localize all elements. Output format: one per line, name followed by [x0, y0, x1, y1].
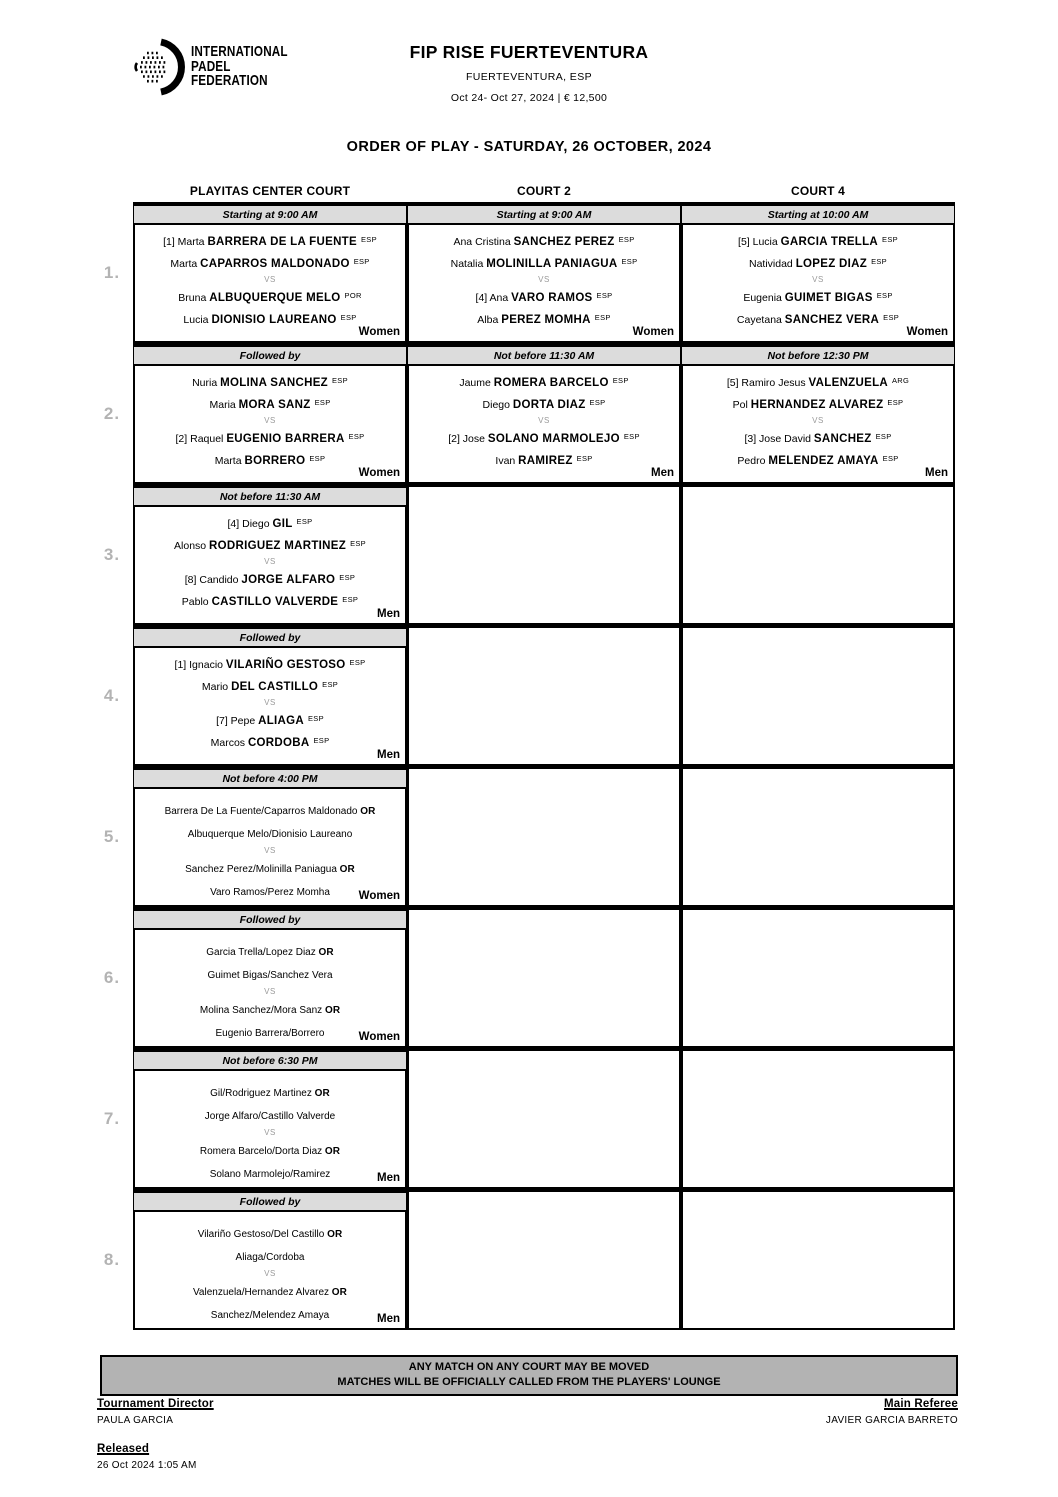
player-first-name: Ivan — [495, 455, 519, 467]
federation-name — [191, 45, 288, 89]
player-first-name: [5] Ramiro Jesus — [726, 377, 809, 389]
player-first-name: [1] Ignacio — [174, 659, 226, 671]
country-code: POR — [344, 291, 362, 300]
cell-time-header: Starting at 10:00 AM — [681, 202, 955, 224]
schedule-rows — [97, 202, 958, 1330]
court-headers — [97, 184, 958, 202]
match-cell — [133, 766, 407, 907]
match-box — [407, 365, 681, 484]
player-line — [135, 654, 405, 676]
country-code: ESP — [576, 454, 593, 463]
row-number: 2. — [103, 403, 121, 423]
gender-label: Women — [358, 1031, 400, 1043]
match-cell — [133, 1189, 407, 1330]
player-last-name: PEREZ MOMHA — [501, 314, 591, 326]
player-line — [135, 253, 405, 275]
player-last-name: JORGE ALFARO — [241, 574, 336, 586]
player-last-name: MORA SANZ — [238, 399, 311, 411]
player-first-name: Jaume — [459, 377, 494, 389]
cell-time-header: Not before 11:30 AM — [133, 484, 407, 506]
court-header-court-2: COURT 2 — [516, 184, 572, 198]
player-first-name: Barrera De La Fuente/Caparros Maldonado — [164, 806, 361, 817]
country-code: ESP — [340, 313, 357, 322]
player-first-name: [2] Jose — [448, 433, 488, 445]
player-first-name: Diego — [482, 399, 513, 411]
player-last-name: MOLINILLA PANIAGUA — [486, 258, 618, 270]
empty-cell — [681, 766, 955, 907]
country-code: ESP — [871, 257, 887, 266]
player-first-name: Gil/Rodriguez Martinez — [210, 1088, 315, 1099]
player-last-name: LOPEZ DIAZ — [795, 258, 868, 270]
player-first-name: [4] Ana — [475, 292, 512, 304]
player-first-name: [2] Raquel — [175, 433, 227, 445]
player-last-name: VILARIÑO GESTOSO — [225, 659, 346, 671]
player-first-name: Pedro — [737, 455, 769, 467]
vs-label: VS — [812, 416, 824, 425]
empty-cell — [407, 1048, 681, 1189]
released-block — [97, 1443, 958, 1471]
player-line — [683, 450, 953, 472]
player-last-name: CAPARROS MALDONADO — [200, 258, 350, 270]
player-line — [683, 394, 953, 416]
cell-time-header: Followed by — [133, 1189, 407, 1211]
row-number: 8. — [103, 1249, 121, 1269]
player-last-name: MOLINA SANCHEZ — [220, 377, 328, 389]
player-first-name: Lucia — [183, 314, 212, 326]
vs-label: VS — [264, 1128, 276, 1137]
player-last-name: OR — [360, 806, 376, 817]
player-line — [135, 1105, 405, 1128]
player-line — [135, 1246, 405, 1269]
gender-label: Women — [906, 326, 948, 338]
player-first-name: Bruna — [178, 292, 210, 304]
player-last-name: SANCHEZ — [813, 433, 872, 445]
player-first-name: Cayetana — [736, 314, 785, 326]
player-line — [409, 372, 679, 394]
match-box — [133, 1211, 407, 1330]
gender-label: Men — [377, 749, 400, 761]
player-first-name: Alba — [477, 314, 502, 326]
country-code: ESP — [309, 454, 326, 463]
match-box — [681, 224, 955, 343]
player-last-name: EUGENIO BARRERA — [226, 433, 345, 445]
released-datetime: 26 Oct 2024 1:05 AM — [97, 1460, 197, 1471]
player-last-name: DEL CASTILLO — [231, 681, 319, 693]
event-title: FIP RISE FUERTEVENTURA — [409, 42, 649, 62]
logo-line-2: PADEL — [191, 57, 231, 75]
vs-label: VS — [264, 698, 276, 707]
empty-cell — [407, 484, 681, 625]
country-code: ESP — [875, 432, 892, 441]
player-last-name: SOLANO MARMOLEJO — [487, 433, 620, 445]
country-code: ESP — [332, 376, 348, 385]
player-last-name: VALENZUELA — [808, 377, 888, 389]
tournament-director-label: Tournament Director — [97, 1398, 214, 1410]
country-code: ESP — [342, 595, 359, 604]
player-line — [135, 1223, 405, 1246]
notice-banner — [100, 1355, 958, 1396]
player-line — [683, 253, 953, 275]
country-code: ESP — [596, 291, 613, 300]
player-last-name: GUIMET BIGAS — [784, 292, 873, 304]
country-code: ESP — [589, 398, 606, 407]
player-line — [409, 231, 679, 253]
player-line — [135, 964, 405, 987]
empty-cell — [681, 484, 955, 625]
match-cell — [407, 202, 681, 343]
schedule-row — [97, 484, 958, 625]
empty-court-slot — [407, 1048, 681, 1189]
match-box — [681, 365, 955, 484]
vs-label: VS — [812, 275, 824, 284]
country-code: ESP — [621, 257, 638, 266]
match-box — [133, 365, 407, 484]
cell-time-header: Not before 12:30 PM — [681, 343, 955, 365]
player-first-name: Marcos — [210, 737, 248, 749]
country-code: ESP — [612, 376, 629, 385]
gender-label: Men — [377, 1313, 400, 1325]
schedule-row — [97, 343, 958, 484]
empty-court-slot — [407, 625, 681, 766]
player-line — [409, 287, 679, 309]
player-first-name: Natividad — [749, 258, 796, 270]
player-first-name: [8] Candido — [184, 574, 242, 586]
tournament-director-name: PAULA GARCIA — [97, 1415, 174, 1426]
country-code: ESP — [887, 398, 904, 407]
player-first-name: Marta — [214, 455, 245, 467]
player-last-name: DIONISIO LAUREANO — [211, 314, 337, 326]
country-code: ARG — [892, 376, 910, 385]
player-line — [135, 569, 405, 591]
player-last-name: CASTILLO VALVERDE — [211, 596, 339, 608]
match-box — [133, 224, 407, 343]
player-line — [135, 231, 405, 253]
cell-time-header: Starting at 9:00 AM — [407, 202, 681, 224]
player-last-name: DORTA DIAZ — [512, 399, 586, 411]
player-last-name: OR — [318, 947, 334, 958]
court-header-center-court: PLAYITAS CENTER COURT — [189, 184, 351, 198]
player-line — [135, 1082, 405, 1105]
player-first-name: Solano Marmolejo/Ramirez — [209, 1169, 331, 1180]
match-cell — [133, 907, 407, 1048]
order-of-play-title: ORDER OF PLAY - SATURDAY, 26 OCTOBER, 2024 — [346, 139, 712, 155]
player-line — [135, 858, 405, 881]
empty-court-slot — [681, 766, 955, 907]
match-box — [133, 647, 407, 766]
row-number: 1. — [103, 262, 121, 282]
empty-court-slot — [407, 766, 681, 907]
player-line — [683, 428, 953, 450]
country-code: ESP — [618, 235, 635, 244]
empty-cell — [681, 625, 955, 766]
cell-time-header: Followed by — [133, 907, 407, 929]
empty-court-slot — [407, 1189, 681, 1330]
player-line — [135, 999, 405, 1022]
country-code: ESP — [623, 432, 640, 441]
player-line — [135, 1163, 405, 1186]
match-cell — [133, 484, 407, 625]
player-last-name: OR — [339, 864, 355, 875]
logo-line-1: INTERNATIONAL — [191, 43, 288, 61]
player-line — [135, 428, 405, 450]
player-first-name: [1] Marta — [163, 236, 208, 248]
logo-line-3: FEDERATION — [191, 72, 268, 90]
empty-court-slot — [681, 1189, 955, 1330]
player-line — [135, 287, 405, 309]
empty-cell — [681, 1048, 955, 1189]
gender-label: Men — [651, 467, 674, 479]
player-last-name: OR — [314, 1088, 330, 1099]
player-first-name: Valenzuela/Hernandez Alvarez — [193, 1287, 332, 1298]
player-first-name: Romera Barcelo/Dorta Diaz — [199, 1146, 325, 1157]
player-line — [135, 676, 405, 698]
player-last-name: OR — [331, 1287, 347, 1298]
gutter — [97, 184, 133, 202]
empty-cell — [681, 907, 955, 1048]
player-line — [135, 513, 405, 535]
player-last-name: RAMIREZ — [518, 455, 573, 467]
player-line — [683, 231, 953, 253]
player-line — [409, 450, 679, 472]
match-cell — [681, 343, 955, 484]
player-first-name: Eugenio Barrera/Borrero — [215, 1028, 325, 1039]
gender-label: Women — [358, 326, 400, 338]
vs-label: VS — [264, 1269, 276, 1278]
player-line — [135, 823, 405, 846]
vs-label: VS — [264, 275, 276, 284]
event-location: FUERTEVENTURA, ESP — [465, 71, 593, 83]
country-code: ESP — [882, 454, 899, 463]
empty-cell — [407, 907, 681, 1048]
match-box — [133, 506, 407, 625]
gender-label: Women — [358, 467, 400, 479]
country-code: ESP — [296, 517, 313, 526]
empty-court-slot — [407, 907, 681, 1048]
match-cell — [681, 202, 955, 343]
player-first-name: Mario — [201, 681, 232, 693]
empty-cell — [407, 625, 681, 766]
country-code: ESP — [348, 432, 365, 441]
player-first-name: Alonso — [174, 540, 210, 552]
vs-label: VS — [538, 275, 550, 284]
released-label: Released — [97, 1443, 150, 1455]
match-box — [133, 929, 407, 1048]
player-line — [135, 710, 405, 732]
player-line — [135, 535, 405, 557]
player-last-name: BARRERA DE LA FUENTE — [207, 236, 357, 248]
notice-line-2: MATCHES WILL BE OFFICIALLY CALLED FROM THE PLAYERS' LOUNGE — [337, 1376, 721, 1388]
cell-time-header: Followed by — [133, 343, 407, 365]
country-code: ESP — [350, 539, 366, 548]
player-first-name: Guimet Bigas/Sanchez Vera — [207, 970, 333, 981]
country-code: ESP — [882, 235, 898, 244]
country-code: ESP — [314, 398, 331, 407]
player-first-name: [4] Diego — [227, 518, 273, 530]
match-cell — [133, 202, 407, 343]
padel-racket-icon — [133, 38, 185, 96]
schedule-table — [97, 184, 958, 1330]
schedule-row — [97, 1048, 958, 1189]
row-number: 5. — [103, 826, 121, 846]
cell-time-header: Starting at 9:00 AM — [133, 202, 407, 224]
empty-court-slot — [681, 484, 955, 625]
player-first-name: [7] Pepe — [216, 715, 259, 727]
document-footer — [97, 1398, 958, 1471]
player-line — [135, 1281, 405, 1304]
schedule-row — [97, 766, 958, 907]
player-first-name: Ana Cristina — [453, 236, 514, 248]
cell-time-header: Followed by — [133, 625, 407, 647]
main-referee-name: JAVIER GARCIA BARRETO — [825, 1415, 958, 1426]
player-last-name: SANCHEZ PEREZ — [513, 236, 615, 248]
player-last-name: OR — [324, 1146, 341, 1157]
vs-label: VS — [538, 416, 550, 425]
player-last-name: ALBUQUERQUE MELO — [209, 292, 341, 304]
cell-time-header: Not before 6:30 PM — [133, 1048, 407, 1070]
player-last-name: CORDOBA — [247, 737, 310, 749]
player-line — [135, 1140, 405, 1163]
player-line — [135, 941, 405, 964]
row-number: 7. — [103, 1108, 121, 1128]
country-code: ESP — [883, 313, 900, 322]
gender-label: Men — [925, 467, 948, 479]
cell-time-header: Not before 11:30 AM — [407, 343, 681, 365]
player-first-name: Albuquerque Melo/Dionisio Laureano — [187, 829, 353, 840]
player-line — [135, 732, 405, 754]
country-code: ESP — [353, 257, 370, 266]
match-box — [133, 1070, 407, 1189]
country-code: ESP — [360, 235, 377, 244]
federation-logo — [133, 38, 315, 96]
player-last-name: GIL — [272, 518, 293, 530]
player-line — [409, 394, 679, 416]
row-number: 4. — [103, 685, 121, 705]
row-number: 3. — [103, 544, 121, 564]
country-code: ESP — [322, 680, 339, 689]
player-last-name: MELENDEZ AMAYA — [768, 455, 879, 467]
player-line — [135, 591, 405, 613]
vs-label: VS — [264, 416, 276, 425]
country-code: ESP — [313, 736, 330, 745]
match-box — [133, 788, 407, 907]
player-first-name: [3] Jose David — [744, 433, 814, 445]
player-first-name: Garcia Trella/Lopez Diaz — [206, 947, 319, 958]
player-last-name: BORRERO — [244, 455, 306, 467]
country-code: ESP — [339, 573, 356, 582]
event-dates-prize: Oct 24- Oct 27, 2024 | € 12,500 — [450, 92, 608, 104]
notice-line-1: ANY MATCH ON ANY COURT MAY BE MOVED — [408, 1361, 650, 1373]
player-first-name: Sanchez/Melendez Amaya — [210, 1310, 330, 1321]
gender-label: Men — [377, 1172, 400, 1184]
player-first-name: Pol — [732, 399, 751, 411]
match-box — [407, 224, 681, 343]
player-last-name: OR — [327, 1229, 343, 1240]
player-line — [409, 428, 679, 450]
player-last-name: RODRIGUEZ MARTINEZ — [209, 540, 347, 552]
player-first-name: Maria — [209, 399, 239, 411]
match-cell — [133, 1048, 407, 1189]
empty-court-slot — [681, 625, 955, 766]
player-first-name: Molina Sanchez/Mora Sanz — [199, 1005, 325, 1016]
player-line — [135, 800, 405, 823]
vs-label: VS — [264, 846, 276, 855]
player-last-name: OR — [324, 1005, 341, 1016]
player-line — [135, 372, 405, 394]
schedule-row — [97, 625, 958, 766]
player-first-name: Sanchez Perez/Molinilla Paniagua — [185, 864, 340, 875]
empty-cell — [407, 1189, 681, 1330]
match-cell — [407, 343, 681, 484]
player-first-name: Eugenia — [743, 292, 785, 304]
empty-cell — [681, 1189, 955, 1330]
player-line — [135, 1304, 405, 1327]
player-first-name: Natalia — [450, 258, 487, 270]
player-line — [135, 394, 405, 416]
player-first-name: Marta — [170, 258, 201, 270]
player-first-name: [5] Lucia — [738, 236, 781, 248]
schedule-row — [97, 202, 958, 343]
match-cell — [133, 625, 407, 766]
player-last-name: GARCIA TRELLA — [780, 236, 879, 248]
country-code: ESP — [349, 658, 366, 667]
gender-label: Men — [377, 608, 400, 620]
country-code: ESP — [308, 714, 324, 723]
court-header-court-4: COURT 4 — [790, 184, 846, 198]
row-number: 6. — [103, 967, 121, 987]
player-first-name: Aliaga/Cordoba — [235, 1252, 305, 1263]
document-header — [0, 36, 1058, 104]
vs-label: VS — [264, 557, 276, 566]
empty-cell — [407, 766, 681, 907]
player-first-name: Nuria — [192, 377, 221, 389]
player-last-name: SANCHEZ VERA — [784, 314, 880, 326]
gender-label: Women — [632, 326, 674, 338]
empty-court-slot — [681, 1048, 955, 1189]
schedule-row — [97, 907, 958, 1048]
player-first-name: Pablo — [181, 596, 212, 608]
match-cell — [133, 343, 407, 484]
player-last-name: ROMERA BARCELO — [493, 377, 609, 389]
gender-label: Women — [358, 890, 400, 902]
cell-time-header: Not before 4:00 PM — [133, 766, 407, 788]
player-last-name: HERNANDEZ ALVAREZ — [750, 399, 884, 411]
vs-label: VS — [264, 987, 276, 996]
empty-court-slot — [407, 484, 681, 625]
main-referee-label: Main Referee — [884, 1398, 958, 1410]
player-last-name: VARO RAMOS — [511, 292, 593, 304]
player-last-name: ALIAGA — [258, 715, 304, 727]
player-line — [683, 287, 953, 309]
player-first-name: Jorge Alfaro/Castillo Valverde — [204, 1111, 336, 1122]
player-line — [409, 253, 679, 275]
main-referee-block — [826, 1398, 958, 1426]
player-first-name: Varo Ramos/Perez Momha — [210, 887, 330, 898]
country-code: ESP — [876, 291, 893, 300]
player-first-name: Vilariño Gestoso/Del Castillo — [197, 1229, 328, 1240]
schedule-row — [97, 1189, 958, 1330]
empty-court-slot — [681, 907, 955, 1048]
country-code: ESP — [594, 313, 611, 322]
player-line — [683, 372, 953, 394]
